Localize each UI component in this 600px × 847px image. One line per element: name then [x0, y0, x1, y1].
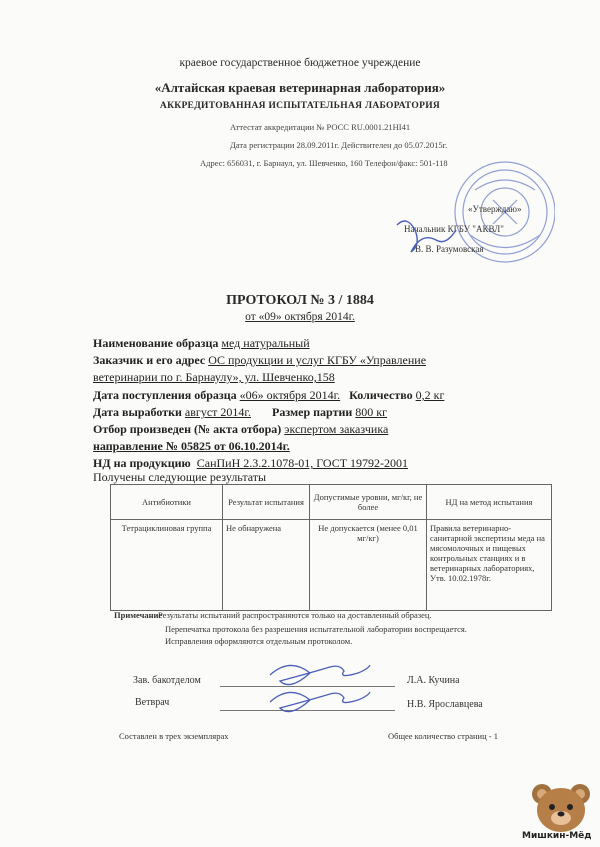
note-line-2: Перепечатка протокола без разрешения испытательной лаборатории воспрещается.	[165, 624, 467, 634]
approve-name: В. В. Разумовская	[415, 244, 484, 254]
attestat-line: Аттестат аккредитации № РОСС RU.0001.21HI41	[230, 122, 411, 132]
results-intro: Получены следующие результаты	[93, 470, 267, 484]
org-type: краевое государственное бюджетное учреждение	[179, 57, 421, 69]
table-row	[111, 520, 552, 611]
cell-antibiotic: Тетрациклиновая группа	[111, 520, 223, 611]
col-limit: Допустимые уровни, мг/кг, не более	[310, 485, 427, 520]
signature-2-icon	[265, 680, 375, 720]
table-header-row	[111, 485, 552, 520]
produced-field: Дата выработки август 2014г. Размер партии 800 кг	[93, 405, 388, 419]
received-field: Дата поступления образца «06» октября 2014г. Количество 0,2 кг	[93, 388, 445, 402]
org-name: «Алтайская краевая ветеринарная лаборатория»	[154, 80, 446, 95]
signer-name-2: Н.В. Ярославцева	[407, 699, 483, 710]
cell-limit: Не допускается (менее 0,01 мг/кг)	[310, 520, 427, 611]
results-table	[110, 484, 552, 611]
cell-result: Не обнаружена	[223, 520, 310, 611]
sample-field: Наименование образца мед натуральный	[93, 336, 310, 350]
signer-role-2: Ветврач	[135, 697, 170, 708]
signer-name-1: Л.А. Кучина	[407, 675, 460, 686]
signer-role-1: Зав. бакотделом	[133, 675, 201, 686]
direction-field: направление № 05825 от 06.10.2014г.	[93, 439, 290, 453]
approve-position: Начальник КГБУ "АКВЛ"	[404, 224, 504, 234]
cell-method: Правила ветеринарно-санитарной экспертизы меда на мясомолочных и пищевых контрольных станциях и в ветеринарных лабораториях, Утв. 10.02.1978г.	[427, 520, 552, 611]
director-signature-icon	[392, 210, 472, 260]
watermark-text: Мишкин-Мёд	[522, 831, 592, 841]
registration-line: Дата регистрации 28.09.2011г. Действителен до 05.07.2015г.	[230, 140, 448, 150]
protocol-date: от «09» октября 2014г.	[245, 311, 355, 323]
footer-copies: Составлен в трех экземплярах	[119, 731, 229, 741]
footer-pages: Общее количество страниц - 1	[388, 731, 498, 741]
sampling-field: Отбор произведен (№ акта отбора) экспертом заказчика	[93, 422, 389, 436]
customer-field: Заказчик и его адрес ОС продукции и услуг КГБУ «Управление	[93, 353, 427, 367]
note-line-3: Исправления оформляются отдельным протоколом.	[165, 636, 353, 646]
note-line-1: Результаты испытаний распространяются только на доставленный образец.	[158, 610, 432, 620]
lab-accreditation: АККРЕДИТОВАННАЯ ИСПЫТАТЕЛЬНАЯ ЛАБОРАТОРИЯ	[159, 101, 441, 111]
col-method: НД на метод испытания	[427, 485, 552, 520]
note-label: Примечание	[114, 610, 163, 620]
customer-field-cont: ветеринарии по г. Барнаулу», ул. Шевченко,158	[93, 370, 335, 384]
nd-field: НД на продукцию СанПиН 2.3.2.1078-01, ГОСТ 19792-2001	[93, 456, 409, 470]
col-antibiotic: Антибиотики	[111, 485, 223, 520]
col-result: Результат испытания	[223, 485, 310, 520]
address-line: Адрес: 656031, г. Барнаул, ул. Шевченко, 160 Телефон/факс: 501-118	[200, 158, 448, 168]
protocol-title: ПРОТОКОЛ № 3 / 1884	[226, 293, 374, 308]
approve-label: «Утверждаю»	[468, 204, 522, 214]
